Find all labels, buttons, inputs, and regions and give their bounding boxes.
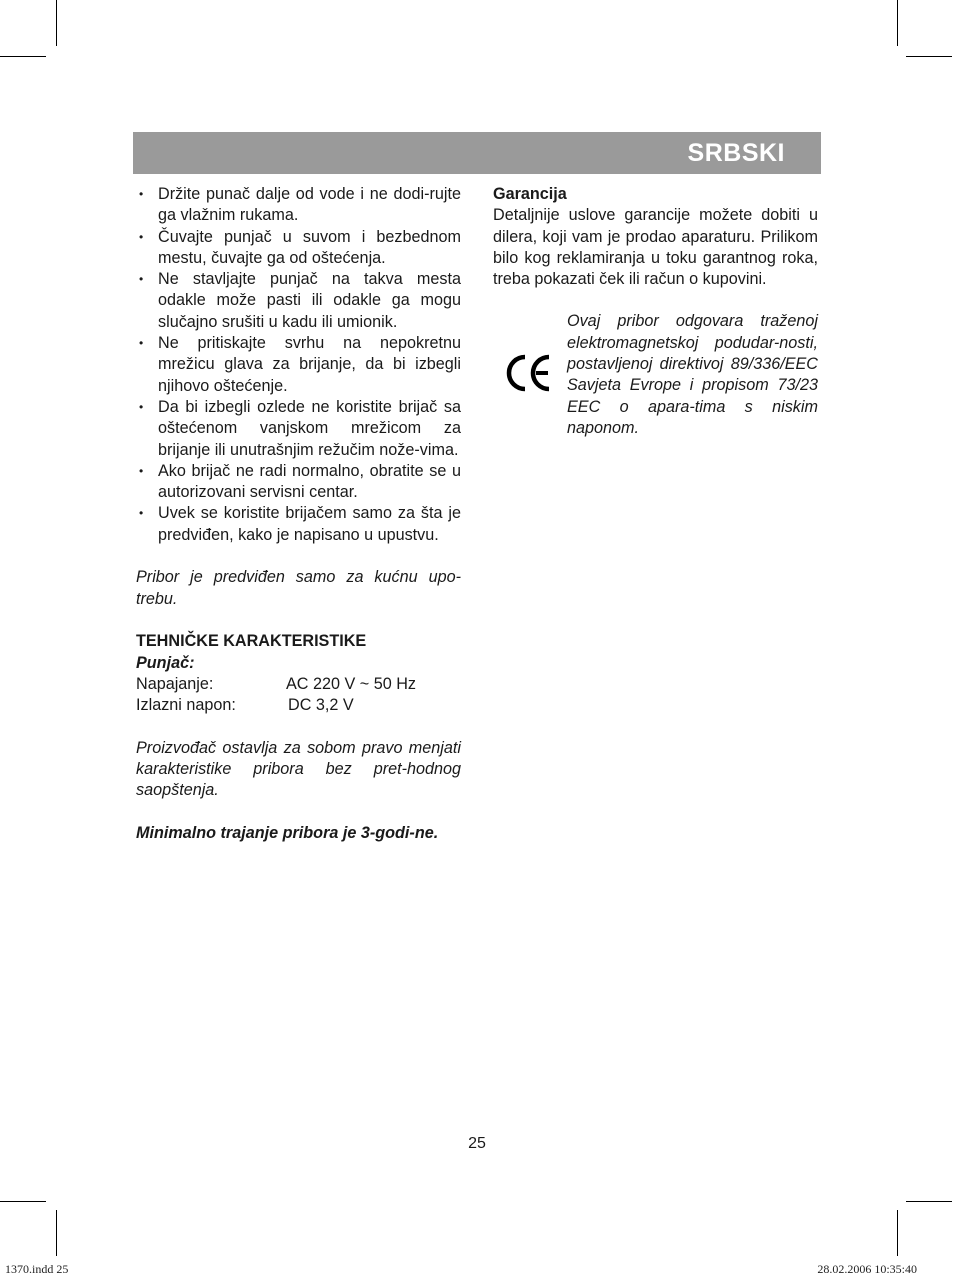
list-item: • Ne pritiskajte svrhu na nepokretnu mrežicu glava za brijanje, da bi izbegli njihovo oštećenje. xyxy=(139,334,461,395)
spec-value: DC 3,2 V xyxy=(288,696,354,715)
list-item: • Ako brijač ne radi normalno, obratite se u autorizovani servisni centar. xyxy=(139,461,461,502)
left-column xyxy=(136,184,461,844)
spec-label: Izlazni napon: xyxy=(136,696,236,715)
bullet-icon: • xyxy=(139,229,144,244)
crop-mark xyxy=(906,1201,952,1202)
crop-mark xyxy=(897,0,898,46)
right-column xyxy=(493,184,818,439)
crop-mark xyxy=(56,0,57,46)
page-number: 25 xyxy=(468,1135,486,1152)
ce-compliance-block xyxy=(493,311,818,439)
bullet-icon: • xyxy=(139,463,144,478)
crop-mark xyxy=(897,1210,898,1256)
bullet-icon: • xyxy=(139,187,144,201)
household-use-note: Pribor je predviđen samo za kućnu upo-trebu. xyxy=(136,568,461,608)
language-header-bar xyxy=(133,132,821,174)
spec-row-output-voltage xyxy=(136,695,461,716)
list-item: • Ne stavljajte punjač na takva mesta odakle može pasti ili odakle ga mogu slučajno srušiti u kadu ili umionik. xyxy=(139,270,461,331)
ce-mark-icon xyxy=(503,353,555,393)
footer-timestamp: 28.02.2006 10:35:40 xyxy=(817,1262,917,1276)
spec-value: AC 220 V ~ 50 Hz xyxy=(286,674,417,693)
bullet-icon: • xyxy=(139,399,144,414)
footer-file-info: 1370.indd 25 xyxy=(5,1262,69,1276)
bullet-icon: • xyxy=(139,506,144,521)
manufacturer-note: Proizvođač ostavlja za sobom pravo menjati karakteristike pribora bez pret-hodnog saopštenja. xyxy=(136,738,461,800)
spec-row-power xyxy=(136,674,461,695)
charger-subheading: Punjač: xyxy=(136,653,195,672)
safety-bullet-list xyxy=(136,184,461,546)
crop-mark xyxy=(906,56,952,57)
spec-label: Napajanje: xyxy=(136,674,214,693)
list-item: • Držite punač dalje od vode i ne dodi-rujte ga vlažnim rukama. xyxy=(139,185,461,225)
warranty-text: Detaljnije uslove garancije možete dobiti u dilera, koji vam je prodao aparaturu. Prilikom bilo kog reklamiranja u toku garantnog roka, treba pokazati ček ili račun o kupovini. xyxy=(493,206,818,289)
bullet-icon: • xyxy=(139,336,144,351)
crop-mark xyxy=(56,1210,57,1256)
list-item: • Da bi izbegli ozlede ne koristite brijač sa oštećenom vanjskom mrežicom za brijanje ili unutrašnjim režučim nože-vima. xyxy=(139,397,461,459)
header-title: SRBSKI xyxy=(687,139,785,167)
crop-mark xyxy=(0,1201,46,1202)
warranty-heading: Garancija xyxy=(493,185,567,203)
list-item: • Uvek se koristite brijačem samo za šta je predviđen, kako je napisano u upustvu. xyxy=(139,504,461,544)
bullet-icon: • xyxy=(139,272,144,287)
crop-mark xyxy=(0,56,46,57)
specs-heading: TEHNIČKE KARAKTERISTIKE xyxy=(136,632,367,651)
ce-compliance-text: Ovaj pribor odgovara traženoj elektromagnetskoj podudar-nosti, postavljenoj direktivoj 89/336/EEC Savjeta Evrope i propisom 73/23 EEC o apara-tima s niskim naponom. xyxy=(567,312,818,437)
list-item: • Čuvajte punjač u suvom i bezbednom mestu, čuvajte ga od oštećenja. xyxy=(139,227,461,267)
lifetime-note: Minimalno trajanje pribora je 3-godi-ne. xyxy=(136,823,439,842)
